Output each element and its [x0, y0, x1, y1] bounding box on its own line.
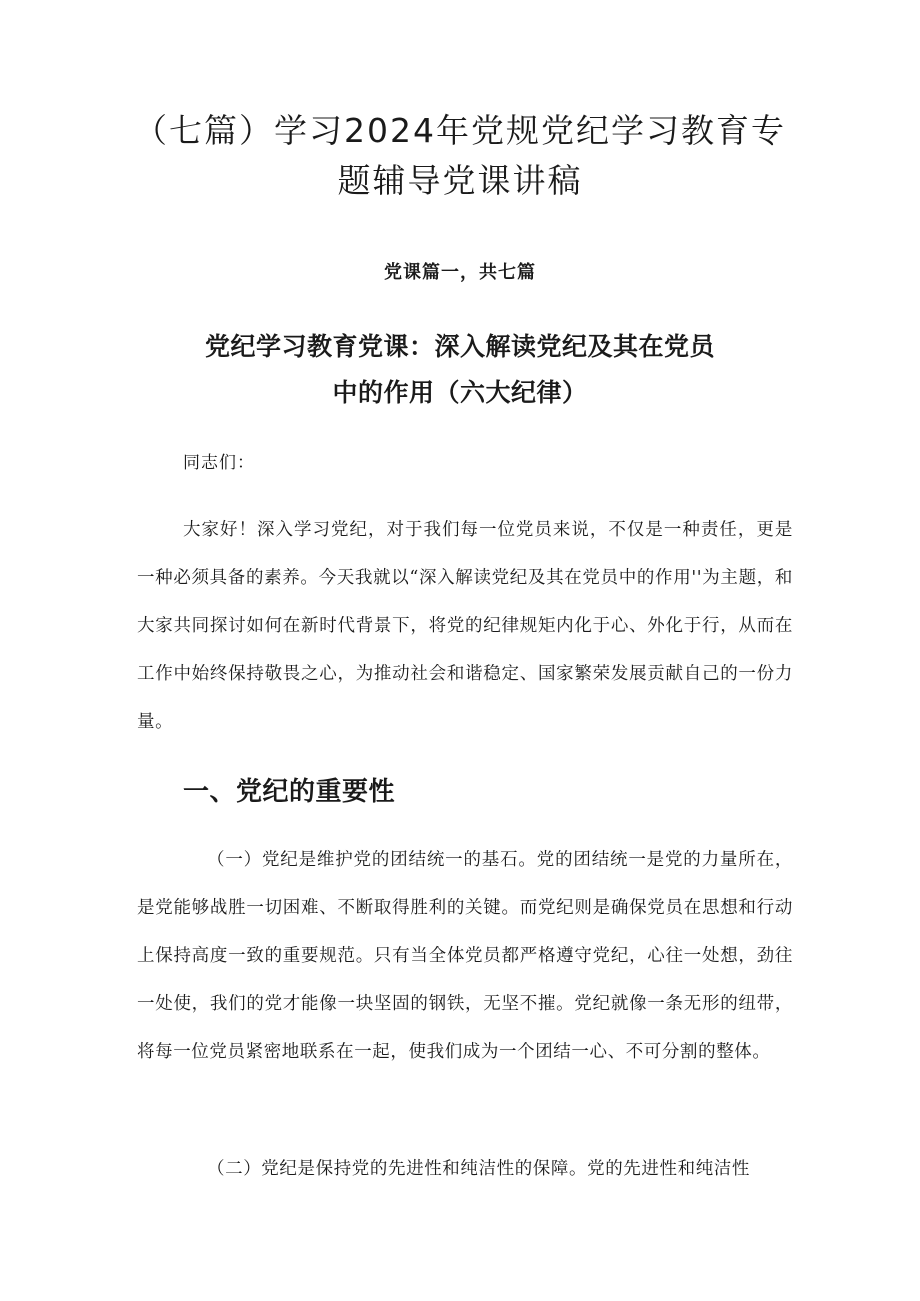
document-title-line-2: 题辅导党课讲稿 [337, 161, 583, 200]
body-paragraph-2: （二）党纪是保持党的先进性和纯洁性的保障。党的先进性和纯洁性 [207, 1159, 750, 1179]
document-title-line-1: （七篇）学习2024年党规党纪学习教育专 [134, 111, 786, 150]
salutation: 同志们： [183, 453, 255, 473]
series-label: 党课篇一，共七篇 [384, 262, 536, 283]
body-paragraph-1: （一）党纪是维护党的团结统一的基石。党的团结统一是党的力量所在，是党能够战胜一切困难、不断取得胜利的关键。而党纪则是确保党员在思想和行动上保持高度一致的重要规范。只有当全体党员都严格遵守党纪，心往一处想，劲往一处使，我们的党才能像一块坚固的钢铁，无坚不摧。党纪就像一条无形的纽带，将每一位党员紧密地联系在一起，使我们成为一个团结一心、不可分割的整体。 [137, 850, 793, 1062]
section-heading: 一、党纪的重要性 [183, 777, 396, 807]
lecture-title-line-2: 中的作用（六大纪律） [332, 378, 588, 407]
intro-paragraph: 大家好！深入学习党纪，对于我们每一位党员来说，不仅是一种责任，更是一种必须具备的素养。今天我就以“深入解读党纪及其在党员中的作用''为主题，和大家共同探讨如何在新时代背景下，将党的纪律规矩内化于心、外化于行，从而在工作中始终保持敬畏之心，为推动社会和谐稳定、国家繁荣发展贡献自己的一份力量。 [137, 520, 793, 732]
lecture-title-line-1: 党纪学习教育党课：深入解读党纪及其在党员 [204, 332, 715, 361]
